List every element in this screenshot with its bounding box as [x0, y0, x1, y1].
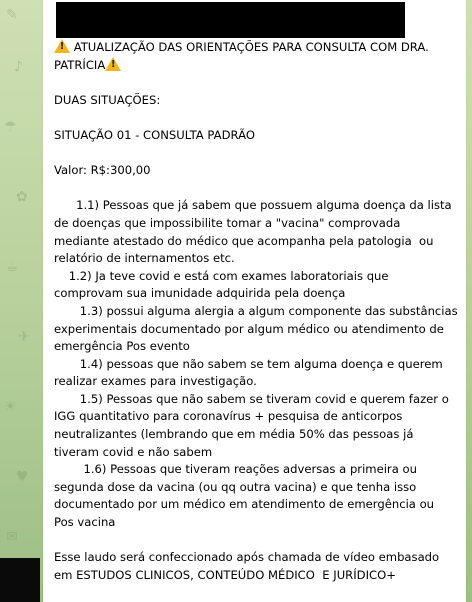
- message-title-line: [54, 39, 458, 57]
- item-line: Pos vacina: [54, 515, 116, 530]
- item-line: relatório de internamentos etc.: [54, 251, 235, 266]
- message-title-text: PATRÍCIA: [54, 57, 106, 72]
- message-title-text: ATUALIZAÇÃO DAS ORIENTAÇÕES PARA CONSULTA COM DRA.: [73, 40, 429, 54]
- price-text: Valor: R$:300,00: [54, 163, 151, 178]
- doodle-icon: ☕: [6, 259, 19, 275]
- blank-line: [54, 532, 458, 550]
- doodle-icon: ☀: [4, 399, 17, 415]
- doodle-icon: ♪: [14, 59, 23, 75]
- doodle-icon: ✿: [16, 189, 28, 205]
- doodle-icon: ✉: [6, 529, 18, 545]
- item-line: de doenças que impossibilite tomar a "vacina" comprovada: [54, 215, 401, 230]
- item-line: segunda dose da vacina (ou qq outra vacina) e que tenha isso: [54, 479, 417, 494]
- footer-line: Esse laudo será confeccionado após chamada de vídeo embasado: [54, 550, 440, 565]
- message-heading: DUAS SITUAÇÕES:: [54, 92, 161, 107]
- redacted-avatar: [0, 558, 40, 602]
- item-line: emergência Pos evento: [54, 339, 190, 354]
- situation-title: SITUAÇÃO 01 - CONSULTA PADRÃO: [54, 127, 255, 142]
- item-line: experimentais documentado por algum médico ou atendimento de: [54, 321, 444, 336]
- blank-line: [54, 180, 458, 198]
- item-line: 1.1) Pessoas que já sabem que possuem alguma doença da lista: [54, 198, 452, 213]
- item-line: 1.4) pessoas que não sabem se tem alguma doença e querem: [54, 356, 443, 371]
- item-line: realizar exames para investigação.: [54, 374, 257, 389]
- doodle-icon: ♥: [16, 469, 29, 485]
- blank-line: [54, 74, 458, 92]
- item-line: documentado por um médico em atendimento de emergência ou: [54, 497, 435, 512]
- item-line: neutralizantes (lembrando que em média 50% das pessoas já: [54, 427, 414, 442]
- item-line: 1.5) Pessoas que não sabem se tiveram covid e querem fazer o: [54, 391, 449, 406]
- item-line: 1.3) possui alguma alergia a algum componente das substâncias: [54, 303, 458, 318]
- item-line: tiveram covid e não sabem: [54, 444, 213, 459]
- blank-line: [54, 109, 458, 127]
- message-text: [54, 39, 458, 584]
- warning-icon: [54, 39, 70, 53]
- item-line: mediante atestado do médico que acompanha pela patologia ou: [54, 233, 434, 248]
- message-title-line: [54, 57, 458, 75]
- blank-line: [54, 145, 458, 163]
- item-line: IGG quantitativo para coronavírus + pesquisa de anticorpos: [54, 409, 403, 424]
- item-line: 1.6) Pessoas que tiveram reações adversas a primeira ou: [54, 462, 417, 477]
- footer-line: em ESTUDOS CLINICOS, CONTEÚDO MÉDICO E JURÍDICO+: [54, 567, 396, 582]
- doodle-icon: ✎: [6, 7, 18, 23]
- item-line: 1.2) Ja teve covid e está com exames laboratoriais que: [54, 268, 389, 283]
- message-bubble[interactable]: [43, 0, 466, 602]
- item-line: comprovam sua imunidade adquirida pela doença: [54, 286, 346, 301]
- doodle-icon: ☂: [4, 119, 17, 135]
- doodle-icon: ✈: [18, 329, 30, 345]
- redacted-sender-name: [56, 2, 405, 38]
- warning-icon: [105, 57, 121, 71]
